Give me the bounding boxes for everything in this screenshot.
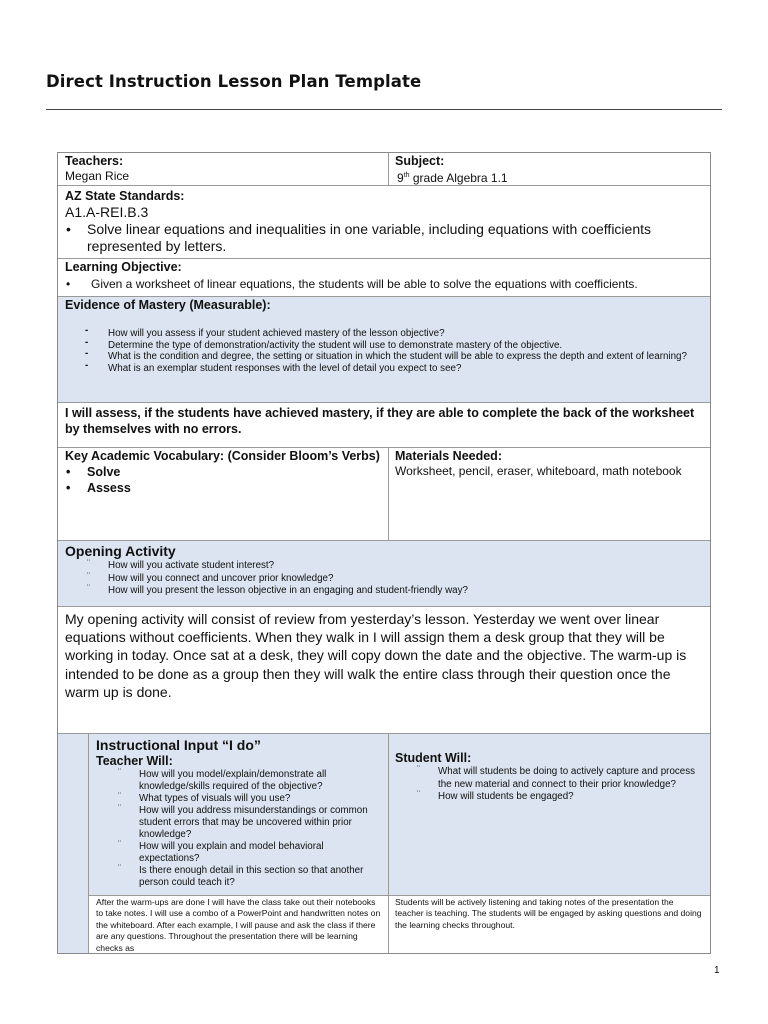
student-will-label: Student Will:: [395, 751, 472, 765]
opening-question: ¨ How will you present the lesson objective in an engaging and student-friendly way?: [85, 585, 703, 598]
objective-cell: [58, 259, 710, 297]
teachers-label: Teachers:: [65, 154, 124, 168]
subject-cell: [388, 153, 710, 186]
mastery-question: - Determine the type of demonstration/activity the student will use to demonstrate mastery of the objective.: [82, 340, 703, 352]
standards-item: • Solve linear equations and inequalities in one variable, including equations with coefficients represented by letters.: [65, 221, 703, 255]
teacher-question: ¨ How will you address misunderstandings or common student errors that may be uncovered within prior knowledge?: [116, 805, 381, 841]
teacher-will-label: Teacher Will:: [96, 754, 173, 768]
teachers-value: Megan Rice: [65, 169, 130, 183]
subject-value: 9th grade Algebra 1.1: [397, 171, 508, 185]
opening-answer: My opening activity will consist of review from yesterday’s lesson. Yesterday we went over linear equations without coefficients. When they walk in I will assign them a desk group that they will be working in today. Once sat at a desk, they will copy down the date and the objective. The warm-up is intended to be done as a group then they will walk the entire class through their question once the warm up is done.: [65, 611, 687, 700]
opening-answer-cell: [58, 607, 710, 734]
objective-label: Learning Objective:: [65, 260, 182, 274]
vocabulary-label: Key Academic Vocabulary: (Consider Bloom’s Verbs): [65, 449, 380, 463]
mastery-answer: I will assess, if the students have achieved mastery, if they are able to complete the back of the worksheet by themselves with no errors.: [65, 406, 695, 436]
page-number: 1: [714, 965, 720, 976]
vocabulary-list: [65, 464, 381, 496]
mastery-answer-cell: [58, 403, 710, 448]
mastery-questions: [65, 328, 703, 374]
opening-question: ¨ How will you connect and uncover prior knowledge?: [85, 573, 703, 586]
teacher-answer-cell: [89, 896, 388, 953]
column-divider-vocab: [388, 448, 389, 541]
objective-item: • Given a worksheet of linear equations, the students will be able to solve the equations with coefficients.: [65, 277, 703, 291]
document-title: Direct Instruction Lesson Plan Template: [46, 72, 422, 91]
mastery-label: Evidence of Mastery (Measurable):: [65, 298, 271, 312]
objective-list: [65, 277, 703, 291]
student-answer: Students will be actively listening and taking notes of the presentation the teacher is teaching. The students will be engaged by asking questions and doing the learning checks throughout.: [395, 897, 702, 930]
vocabulary-cell: [58, 448, 388, 541]
teacher-question: ¨ Is there enough detail in this section so that another person could teach it?: [116, 865, 381, 889]
instructional-heading: Instructional Input “I do”: [96, 737, 261, 753]
opening-question: ¨ How will you activate student interest?: [85, 560, 703, 573]
student-will-cell: [388, 734, 710, 896]
teacher-question: ¨ How will you model/explain/demonstrate all knowledge/skills required of the objective?: [116, 769, 381, 793]
student-answer-cell: [388, 896, 710, 953]
teacher-answer: After the warm-ups are done I will have the class take out their notebooks to take notes. I will use a combo of a PowerPoint and handwritten notes on the whiteboard. After each example, I will pause and ask the class if there are any questions. Throughout the presentation there will be learning checks as: [96, 897, 381, 953]
student-question: ¨ What will students be doing to actively capture and process the new material and connect to their prior knowledge?: [415, 766, 703, 791]
standards-code: A1.A-REI.B.3: [65, 204, 149, 220]
teachers-cell: [58, 153, 388, 186]
column-divider-top: [388, 153, 389, 186]
vocabulary-item: • Solve: [65, 464, 381, 480]
opening-cell: [58, 541, 710, 607]
teacher-question: ¨ How will you explain and model behavioral expectations?: [116, 841, 381, 865]
materials-label: Materials Needed:: [395, 449, 502, 463]
teacher-questions: [96, 769, 381, 889]
materials-value: Worksheet, pencil, eraser, whiteboard, math notebook: [395, 464, 682, 478]
mastery-question: - What is an exemplar student responses with the level of detail you expect to see?: [82, 363, 703, 375]
standards-list: [65, 221, 703, 255]
teacher-will-cell: [89, 734, 388, 896]
materials-cell: [388, 448, 710, 541]
standards-cell: [58, 186, 710, 259]
opening-heading: Opening Activity: [65, 543, 176, 559]
standards-label: AZ State Standards:: [65, 189, 185, 203]
opening-questions: [65, 560, 703, 598]
mastery-cell: [58, 297, 710, 403]
subject-label: Subject:: [395, 154, 445, 168]
teacher-question: ¨ What types of visuals will you use?: [116, 793, 381, 805]
mastery-question: - How will you assess if your student achieved mastery of the lesson objective?: [82, 328, 703, 340]
mastery-question: - What is the condition and degree, the setting or situation in which the student will be able to express the depth and extent of learning?: [82, 351, 703, 363]
column-divider-instructional: [388, 734, 389, 953]
student-questions: [395, 766, 703, 804]
vocabulary-item: • Assess: [65, 480, 381, 496]
title-divider: [46, 109, 722, 110]
instructional-side-bar: [58, 734, 88, 953]
lesson-plan-table: [57, 152, 711, 954]
student-question: ¨ How will students be engaged?: [415, 791, 703, 804]
